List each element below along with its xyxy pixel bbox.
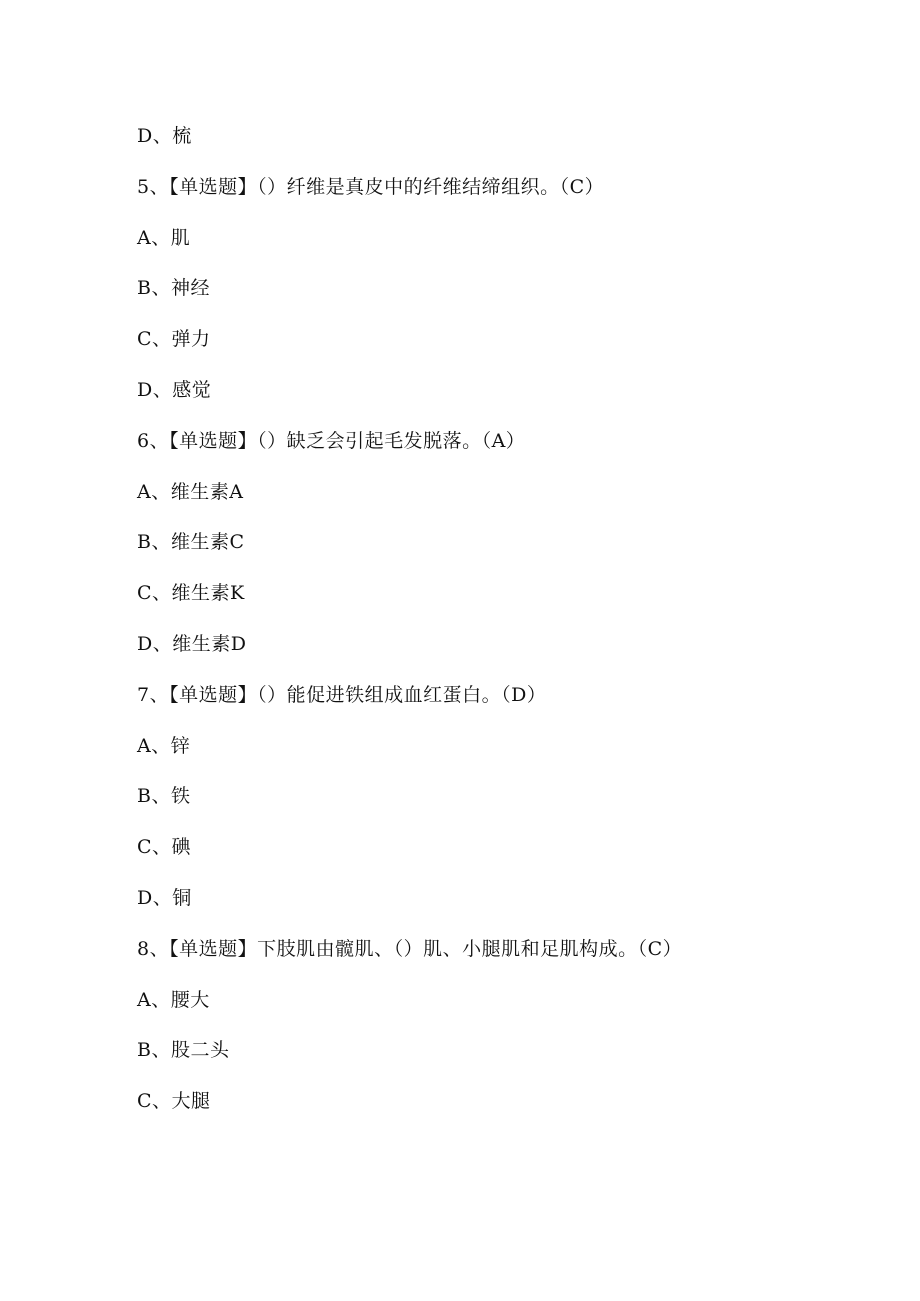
option-d: D、梳 [137,125,192,147]
option-c: C、维生素K [137,582,245,605]
option-c: C、大腿 [137,1090,211,1113]
option-b: B、铁 [137,785,191,808]
question-8: 8、【单选题】下肢肌由髋肌、（）肌、小腿肌和足肌构成。（C） [137,937,683,960]
option-d: D、感觉 [137,378,212,401]
option-c: C、弹力 [137,328,211,351]
option-c: C、碘 [137,836,192,859]
option-d: D、铜 [137,886,192,909]
question-5: 5、【单选题】（）纤维是真皮中的纤维结缔组织。（C） [137,175,605,198]
option-b: B、股二头 [137,1039,230,1062]
option-a: A、维生素A [137,480,244,503]
question-7: 7、【单选题】（）能促进铁组成血红蛋白。（D） [137,683,547,706]
option-a: A、肌 [137,226,191,249]
option-a: A、锌 [137,734,191,757]
question-6: 6、【单选题】（）缺乏会引起毛发脱落。（A） [137,429,526,452]
option-b: B、神经 [137,277,210,300]
option-a: A、腰大 [137,988,210,1011]
question-list [137,122,857,1138]
option-b: B、维生素C [137,531,245,554]
option-d: D、维生素D [137,632,247,655]
